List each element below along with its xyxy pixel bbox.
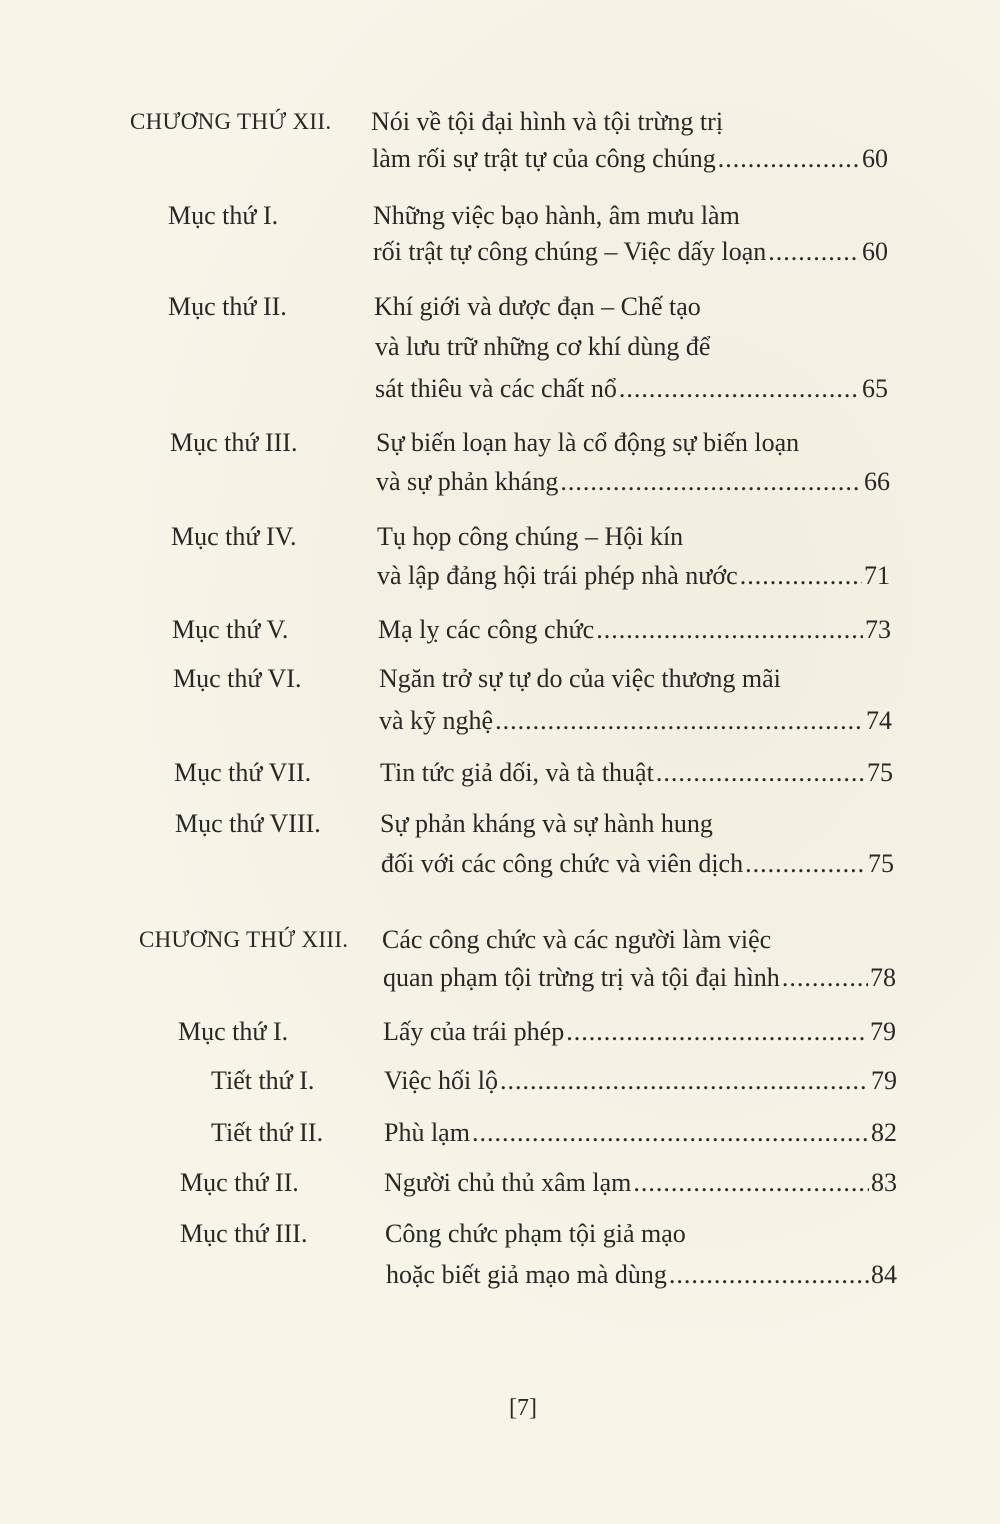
page-number: 74 xyxy=(866,706,892,735)
section-title: Công chức phạm tội giả mạo xyxy=(385,1219,686,1248)
toc-entry-line xyxy=(0,462,1000,502)
page-number: 78 xyxy=(870,963,896,992)
section-title: Lấy của trái phép xyxy=(383,1017,565,1046)
dot-leader xyxy=(768,232,860,272)
section-label: Mục thứ VII. xyxy=(174,758,312,787)
section-label: Mục thứ V. xyxy=(172,615,289,644)
section-title-cont: và sự phản kháng xyxy=(376,467,559,496)
section-title: Người chủ thủ xâm lạm xyxy=(384,1168,632,1197)
page-number: 83 xyxy=(871,1168,897,1197)
toc-entry xyxy=(0,287,1000,327)
section-title: Tin tức giả dối, và tà thuật xyxy=(380,758,654,787)
dot-leader xyxy=(633,1163,869,1203)
toc-leader-row xyxy=(378,610,891,650)
chapter-label: CHƯƠNG THỨ XII. xyxy=(130,109,332,134)
page-number: 73 xyxy=(865,615,891,644)
dot-leader xyxy=(718,139,860,179)
toc-entry xyxy=(0,423,1000,463)
toc-entry xyxy=(0,1113,1000,1153)
section-title-cont: và lưu trữ những cơ khí dùng để xyxy=(375,332,711,361)
subsection-title: Việc hối lộ xyxy=(384,1066,498,1095)
section-title: Khí giới và dược đạn – Chế tạo xyxy=(374,292,701,321)
section-title: Sự biến loạn hay là cổ động sự biến loạn xyxy=(376,428,800,457)
dot-leader xyxy=(566,1012,868,1052)
section-label: Mục thứ I. xyxy=(178,1017,289,1046)
toc-entry xyxy=(0,753,1000,793)
toc-leader-row xyxy=(383,1012,896,1052)
dot-leader xyxy=(782,958,868,998)
section-label: Mục thứ II. xyxy=(168,292,287,321)
page-folio: [7] xyxy=(509,1395,537,1421)
toc-leader-row xyxy=(372,139,888,179)
section-title: Những việc bạo hành, âm mưu làm xyxy=(373,201,740,230)
chapter-title-cont: quan phạm tội trừng trị và tội đại hình xyxy=(383,963,780,992)
toc-entry xyxy=(0,1012,1000,1052)
page-number: 75 xyxy=(867,758,893,787)
page-number: 60 xyxy=(862,237,888,266)
toc-entry xyxy=(0,1061,1000,1101)
section-title: Tụ họp công chúng – Hội kín xyxy=(377,522,684,551)
subsection-label: Tiết thứ I. xyxy=(211,1066,315,1095)
toc-entry-line xyxy=(0,232,1000,272)
page-number: 82 xyxy=(871,1118,897,1147)
toc-leader-row xyxy=(384,1113,897,1153)
toc-entry xyxy=(0,196,1000,236)
page-number: 66 xyxy=(864,467,890,496)
section-title-cont: rối trật tự công chúng – Việc dấy loạn xyxy=(373,237,767,266)
section-label: Mục thứ IV. xyxy=(171,522,297,551)
section-label: Mục thứ II. xyxy=(180,1168,299,1197)
toc-entry-line xyxy=(0,327,1000,367)
page-number: 79 xyxy=(871,1066,897,1095)
page-number: 71 xyxy=(864,561,890,590)
section-title: Sự phản kháng và sự hành hung xyxy=(380,809,713,838)
toc-entry xyxy=(0,610,1000,650)
toc-leader-row xyxy=(380,753,893,793)
dot-leader xyxy=(495,701,864,741)
section-title-cont: và kỹ nghệ xyxy=(379,706,494,735)
page-number: 75 xyxy=(868,849,894,878)
toc-entry xyxy=(0,804,1000,844)
dot-leader xyxy=(656,753,865,793)
section-title-cont: hoặc biết giả mạo mà dùng xyxy=(386,1260,667,1289)
toc-entry-line xyxy=(0,701,1000,741)
dot-leader xyxy=(745,844,866,884)
section-label: Mục thứ VI. xyxy=(173,664,302,693)
toc-entry-line xyxy=(0,369,1000,409)
section-title-cont: đối với các công chức và viên dịch xyxy=(381,849,744,878)
page-number: 65 xyxy=(862,374,888,403)
toc-leader-row xyxy=(373,232,888,272)
chapter-title: Nói về tội đại hình và tội trừng trị xyxy=(371,107,724,136)
dot-leader xyxy=(472,1113,869,1153)
section-label: Mục thứ III. xyxy=(170,428,298,457)
toc-entry-line xyxy=(0,556,1000,596)
toc-leader-row xyxy=(376,462,890,502)
toc-leader-row xyxy=(379,701,892,741)
subsection-title: Phù lạm xyxy=(384,1118,470,1147)
toc-entry xyxy=(0,517,1000,557)
toc-entry xyxy=(0,1214,1000,1254)
page-number: 60 xyxy=(862,144,888,173)
section-title-cont: sát thiêu và các chất nổ xyxy=(375,374,617,403)
section-label: Mục thứ III. xyxy=(180,1219,308,1248)
toc-leader-row xyxy=(375,369,888,409)
chapter-title: Các công chức và các người làm việc xyxy=(382,925,772,954)
section-title: Mạ lỵ các công chức xyxy=(378,615,595,644)
toc-entry-line xyxy=(0,139,1000,179)
dot-leader xyxy=(619,369,860,409)
chapter-heading xyxy=(0,102,1000,142)
toc-leader-row xyxy=(386,1255,897,1295)
subsection-label: Tiết thứ II. xyxy=(211,1118,324,1147)
chapter-title-cont: làm rối sự trật tự của công chúng xyxy=(372,144,716,173)
toc-leader-row xyxy=(377,556,890,596)
section-title: Ngăn trở sự tự do của việc thương mãi xyxy=(379,664,781,693)
section-title-cont: và lập đảng hội trái phép nhà nước xyxy=(377,561,738,590)
dot-leader xyxy=(596,610,863,650)
toc-leader-row xyxy=(383,958,896,998)
toc-entry-line xyxy=(0,958,1000,998)
toc-entry xyxy=(0,659,1000,699)
chapter-label: CHƯƠNG THỨ XIII. xyxy=(139,927,349,952)
toc-leader-row xyxy=(384,1163,897,1203)
page-number: 84 xyxy=(871,1260,897,1289)
dot-leader xyxy=(740,556,862,596)
toc-entry-line xyxy=(0,1255,1000,1295)
section-label: Mục thứ VIII. xyxy=(175,809,321,838)
toc-entry-line xyxy=(0,844,1000,884)
toc-leader-row xyxy=(381,844,894,884)
toc-entry xyxy=(0,1163,1000,1203)
page-number: 79 xyxy=(870,1017,896,1046)
dot-leader xyxy=(560,462,862,502)
chapter-heading xyxy=(0,920,1000,960)
toc-leader-row xyxy=(384,1061,897,1101)
dot-leader xyxy=(669,1255,869,1295)
section-label: Mục thứ I. xyxy=(168,201,279,230)
dot-leader xyxy=(500,1061,869,1101)
